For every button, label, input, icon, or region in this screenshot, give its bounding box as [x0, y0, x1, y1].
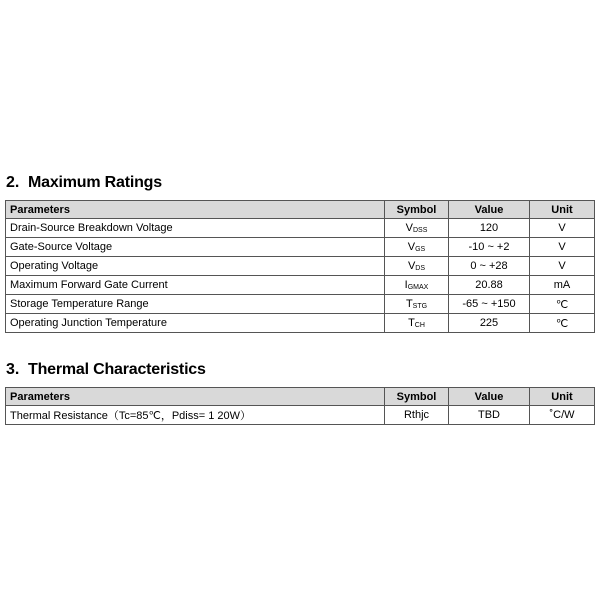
value-cell: 0 ~ +28	[449, 257, 530, 276]
parameter-cell: Storage Temperature Range	[6, 295, 385, 314]
symbol-main: V	[405, 222, 413, 234]
section-title-thermal-characteristics	[6, 360, 206, 380]
symbol-subscript: DS	[415, 265, 426, 272]
header-unit: Unit	[530, 201, 595, 219]
symbol-main: T	[408, 317, 415, 329]
symbol-main: V	[407, 241, 416, 253]
symbol-subscript: CH	[414, 322, 425, 329]
unit-cell: ℃	[530, 295, 595, 314]
parameter-cell: Drain-Source Breakdown Voltage	[6, 219, 385, 238]
section-title-maximum-ratings	[6, 173, 162, 193]
section-number: 3.	[6, 361, 20, 378]
unit-cell: V	[530, 219, 595, 238]
symbol-cell	[385, 257, 449, 276]
table-row	[6, 257, 595, 276]
table-row	[6, 238, 595, 257]
value-cell: 20.88	[449, 276, 530, 295]
value-cell: 120	[449, 219, 530, 238]
table-row	[6, 219, 595, 238]
section-heading: Maximum Ratings	[28, 174, 162, 191]
parameter-cell: Maximum Forward Gate Current	[6, 276, 385, 295]
symbol-cell: Rthjc	[385, 406, 449, 425]
parameter-cell: Operating Junction Temperature	[6, 314, 385, 333]
table-row	[6, 295, 595, 314]
symbol-subscript: GS	[415, 246, 426, 253]
maximum-ratings-table	[5, 200, 595, 333]
header-value: Value	[449, 201, 530, 219]
section-heading: Thermal Characteristics	[28, 361, 206, 378]
value-cell: -10 ~ +2	[449, 238, 530, 257]
table-row	[6, 276, 595, 295]
symbol-cell	[385, 295, 449, 314]
section-number: 2.	[6, 174, 20, 191]
table-row	[6, 314, 595, 333]
symbol-subscript: STG	[412, 303, 428, 310]
symbol-subscript: DSS	[412, 227, 428, 234]
symbol-main: V	[407, 260, 416, 272]
header-parameters: Parameters	[6, 201, 385, 219]
header-parameters: Parameters	[6, 388, 385, 406]
unit-cell: V	[530, 238, 595, 257]
symbol-main: T	[405, 298, 413, 310]
unit-cell: ℃	[530, 314, 595, 333]
header-symbol: Symbol	[385, 201, 449, 219]
symbol-cell	[385, 276, 449, 295]
unit-cell: V	[530, 257, 595, 276]
symbol-cell	[385, 219, 449, 238]
parameter-cell: Thermal Resistance（Tc=85℃，Pdiss= 1 20W）	[6, 406, 385, 425]
header-symbol: Symbol	[385, 388, 449, 406]
table-header-row	[6, 201, 595, 219]
value-cell: TBD	[449, 406, 530, 425]
thermal-characteristics-table	[5, 387, 595, 425]
header-value: Value	[449, 388, 530, 406]
header-unit: Unit	[530, 388, 595, 406]
value-cell: -65 ~ +150	[449, 295, 530, 314]
symbol-main: I	[404, 279, 408, 291]
table-row	[6, 406, 595, 425]
table-header-row	[6, 388, 595, 406]
unit-cell: ˚C/W	[530, 406, 595, 425]
symbol-subscript: GMAX	[407, 284, 429, 291]
parameter-cell: Operating Voltage	[6, 257, 385, 276]
unit-cell: mA	[530, 276, 595, 295]
symbol-cell	[385, 314, 449, 333]
symbol-cell	[385, 238, 449, 257]
parameter-cell: Gate-Source Voltage	[6, 238, 385, 257]
value-cell: 225	[449, 314, 530, 333]
